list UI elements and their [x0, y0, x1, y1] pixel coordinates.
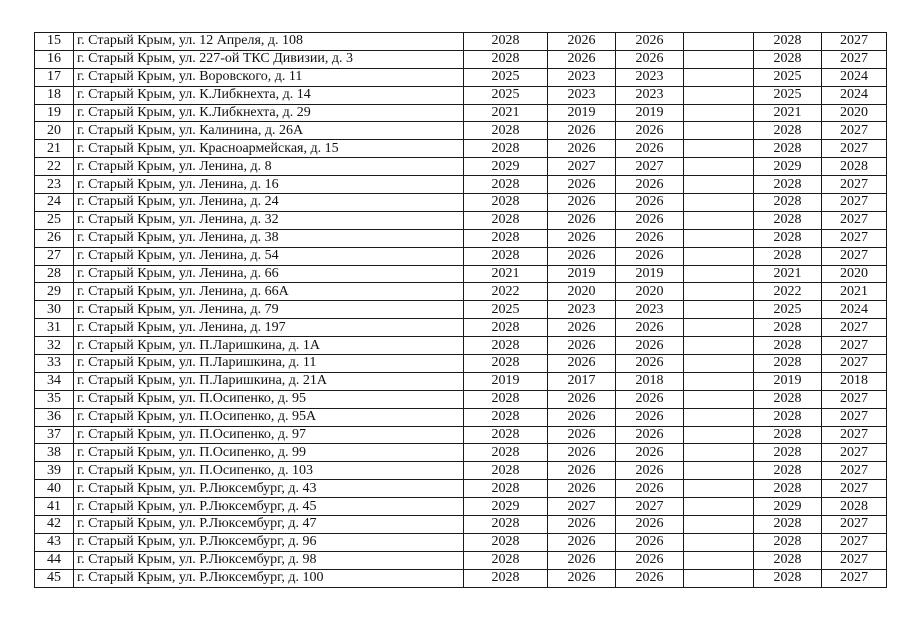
row-number-cell: 28 [35, 265, 74, 283]
year-col-5-cell: 2028 [754, 50, 822, 68]
year-col-5-cell: 2025 [754, 68, 822, 86]
year-col-2-cell: 2027 [548, 158, 616, 176]
year-col-2-cell: 2019 [548, 104, 616, 122]
address-cell: г. Старый Крым, ул. Ленина, д. 8 [74, 158, 464, 176]
year-col-6-cell: 2027 [822, 247, 887, 265]
year-col-3-cell: 2026 [616, 247, 684, 265]
address-cell: г. Старый Крым, ул. Ленина, д. 32 [74, 211, 464, 229]
year-col-6-cell: 2027 [822, 319, 887, 337]
row-number-cell: 33 [35, 355, 74, 373]
year-col-2-cell: 2026 [548, 355, 616, 373]
address-cell: г. Старый Крым, ул. Ленина, д. 24 [74, 194, 464, 212]
year-col-5-cell: 2021 [754, 104, 822, 122]
year-col-3-cell: 2026 [616, 462, 684, 480]
year-col-3-cell: 2023 [616, 68, 684, 86]
year-col-2-cell: 2023 [548, 68, 616, 86]
address-cell: г. Старый Крым, ул. Ленина, д. 66А [74, 283, 464, 301]
table-row [35, 337, 887, 355]
year-col-4-cell [684, 86, 754, 104]
table-row [35, 158, 887, 176]
year-col-1-cell: 2028 [464, 444, 548, 462]
row-number-cell: 31 [35, 319, 74, 337]
row-number-cell: 21 [35, 140, 74, 158]
year-col-5-cell: 2028 [754, 444, 822, 462]
row-number-cell: 25 [35, 211, 74, 229]
year-col-5-cell: 2028 [754, 319, 822, 337]
document-page [34, 32, 887, 588]
year-col-4-cell [684, 337, 754, 355]
year-col-2-cell: 2026 [548, 194, 616, 212]
year-col-3-cell: 2019 [616, 104, 684, 122]
year-col-1-cell: 2028 [464, 569, 548, 587]
table-row [35, 283, 887, 301]
address-cell: г. Старый Крым, ул. П.Осипенко, д. 99 [74, 444, 464, 462]
address-cell: г. Старый Крым, ул. П.Осипенко, д. 95А [74, 408, 464, 426]
year-col-4-cell [684, 516, 754, 534]
row-number-cell: 27 [35, 247, 74, 265]
year-col-5-cell: 2028 [754, 480, 822, 498]
year-col-2-cell: 2026 [548, 569, 616, 587]
table-row [35, 319, 887, 337]
year-col-4-cell [684, 408, 754, 426]
year-col-3-cell: 2019 [616, 265, 684, 283]
year-col-6-cell: 2027 [822, 533, 887, 551]
year-col-2-cell: 2026 [548, 247, 616, 265]
address-cell: г. Старый Крым, ул. Ленина, д. 16 [74, 176, 464, 194]
year-col-4-cell [684, 50, 754, 68]
year-col-3-cell: 2018 [616, 372, 684, 390]
year-col-5-cell: 2028 [754, 462, 822, 480]
table-row [35, 140, 887, 158]
year-col-1-cell: 2021 [464, 104, 548, 122]
year-col-5-cell: 2021 [754, 265, 822, 283]
table-row [35, 426, 887, 444]
year-col-6-cell: 2027 [822, 50, 887, 68]
buildings-schedule-table [34, 32, 887, 588]
year-col-6-cell: 2027 [822, 516, 887, 534]
year-col-3-cell: 2023 [616, 301, 684, 319]
year-col-1-cell: 2028 [464, 355, 548, 373]
year-col-3-cell: 2026 [616, 516, 684, 534]
row-number-cell: 17 [35, 68, 74, 86]
year-col-3-cell: 2026 [616, 390, 684, 408]
year-col-2-cell: 2023 [548, 301, 616, 319]
year-col-2-cell: 2027 [548, 498, 616, 516]
year-col-3-cell: 2027 [616, 498, 684, 516]
year-col-6-cell: 2020 [822, 104, 887, 122]
year-col-5-cell: 2028 [754, 247, 822, 265]
year-col-4-cell [684, 462, 754, 480]
year-col-6-cell: 2027 [822, 337, 887, 355]
row-number-cell: 35 [35, 390, 74, 408]
year-col-3-cell: 2026 [616, 444, 684, 462]
year-col-1-cell: 2022 [464, 283, 548, 301]
year-col-6-cell: 2021 [822, 283, 887, 301]
address-cell: г. Старый Крым, ул. Красноармейская, д. 15 [74, 140, 464, 158]
year-col-4-cell [684, 390, 754, 408]
year-col-2-cell: 2026 [548, 462, 616, 480]
row-number-cell: 15 [35, 33, 74, 51]
year-col-2-cell: 2026 [548, 122, 616, 140]
address-cell: г. Старый Крым, ул. П.Осипенко, д. 97 [74, 426, 464, 444]
year-col-4-cell [684, 211, 754, 229]
year-col-1-cell: 2025 [464, 86, 548, 104]
row-number-cell: 41 [35, 498, 74, 516]
year-col-1-cell: 2028 [464, 551, 548, 569]
year-col-1-cell: 2028 [464, 140, 548, 158]
row-number-cell: 43 [35, 533, 74, 551]
year-col-2-cell: 2026 [548, 444, 616, 462]
year-col-4-cell [684, 68, 754, 86]
year-col-6-cell: 2024 [822, 301, 887, 319]
year-col-3-cell: 2023 [616, 86, 684, 104]
year-col-5-cell: 2028 [754, 176, 822, 194]
year-col-5-cell: 2028 [754, 516, 822, 534]
year-col-3-cell: 2026 [616, 408, 684, 426]
year-col-5-cell: 2028 [754, 140, 822, 158]
address-cell: г. Старый Крым, ул. П.Ларишкина, д. 1А [74, 337, 464, 355]
year-col-6-cell: 2027 [822, 408, 887, 426]
table-row [35, 569, 887, 587]
address-cell: г. Старый Крым, ул. П.Ларишкина, д. 11 [74, 355, 464, 373]
table-row [35, 408, 887, 426]
table-row [35, 444, 887, 462]
year-col-1-cell: 2028 [464, 426, 548, 444]
year-col-5-cell: 2028 [754, 355, 822, 373]
year-col-2-cell: 2026 [548, 480, 616, 498]
year-col-6-cell: 2028 [822, 158, 887, 176]
year-col-4-cell [684, 283, 754, 301]
year-col-2-cell: 2026 [548, 176, 616, 194]
year-col-2-cell: 2023 [548, 86, 616, 104]
table-row [35, 229, 887, 247]
table-row [35, 480, 887, 498]
year-col-6-cell: 2027 [822, 194, 887, 212]
year-col-6-cell: 2027 [822, 229, 887, 247]
year-col-2-cell: 2026 [548, 337, 616, 355]
year-col-4-cell [684, 444, 754, 462]
year-col-2-cell: 2026 [548, 551, 616, 569]
year-col-6-cell: 2027 [822, 140, 887, 158]
year-col-2-cell: 2019 [548, 265, 616, 283]
table-row [35, 194, 887, 212]
year-col-4-cell [684, 551, 754, 569]
year-col-2-cell: 2026 [548, 140, 616, 158]
year-col-5-cell: 2022 [754, 283, 822, 301]
table-row [35, 301, 887, 319]
year-col-4-cell [684, 247, 754, 265]
address-cell: г. Старый Крым, ул. Калинина, д. 26А [74, 122, 464, 140]
year-col-1-cell: 2021 [464, 265, 548, 283]
table-row [35, 122, 887, 140]
year-col-3-cell: 2026 [616, 319, 684, 337]
row-number-cell: 29 [35, 283, 74, 301]
year-col-6-cell: 2020 [822, 265, 887, 283]
table-body [35, 33, 887, 588]
row-number-cell: 32 [35, 337, 74, 355]
address-cell: г. Старый Крым, ул. Воровского, д. 11 [74, 68, 464, 86]
address-cell: г. Старый Крым, ул. Р.Люксембург, д. 47 [74, 516, 464, 534]
table-row [35, 498, 887, 516]
year-col-1-cell: 2029 [464, 498, 548, 516]
address-cell: г. Старый Крым, ул. П.Осипенко, д. 103 [74, 462, 464, 480]
year-col-2-cell: 2026 [548, 533, 616, 551]
year-col-5-cell: 2019 [754, 372, 822, 390]
year-col-1-cell: 2028 [464, 194, 548, 212]
year-col-4-cell [684, 533, 754, 551]
year-col-5-cell: 2028 [754, 533, 822, 551]
year-col-1-cell: 2028 [464, 176, 548, 194]
year-col-4-cell [684, 372, 754, 390]
year-col-3-cell: 2026 [616, 140, 684, 158]
year-col-2-cell: 2026 [548, 33, 616, 51]
year-col-5-cell: 2028 [754, 194, 822, 212]
year-col-4-cell [684, 569, 754, 587]
row-number-cell: 30 [35, 301, 74, 319]
year-col-1-cell: 2028 [464, 533, 548, 551]
year-col-6-cell: 2027 [822, 426, 887, 444]
row-number-cell: 42 [35, 516, 74, 534]
year-col-6-cell: 2028 [822, 498, 887, 516]
year-col-3-cell: 2026 [616, 337, 684, 355]
year-col-1-cell: 2025 [464, 301, 548, 319]
row-number-cell: 34 [35, 372, 74, 390]
year-col-2-cell: 2026 [548, 229, 616, 247]
year-col-4-cell [684, 176, 754, 194]
year-col-6-cell: 2027 [822, 176, 887, 194]
year-col-6-cell: 2027 [822, 122, 887, 140]
year-col-4-cell [684, 301, 754, 319]
table-row [35, 516, 887, 534]
year-col-1-cell: 2028 [464, 50, 548, 68]
year-col-4-cell [684, 140, 754, 158]
year-col-6-cell: 2027 [822, 569, 887, 587]
row-number-cell: 26 [35, 229, 74, 247]
year-col-1-cell: 2028 [464, 247, 548, 265]
year-col-1-cell: 2028 [464, 211, 548, 229]
table-row [35, 355, 887, 373]
year-col-2-cell: 2026 [548, 211, 616, 229]
table-row [35, 50, 887, 68]
year-col-4-cell [684, 229, 754, 247]
address-cell: г. Старый Крым, ул. К.Либкнехта, д. 29 [74, 104, 464, 122]
year-col-6-cell: 2024 [822, 86, 887, 104]
address-cell: г. Старый Крым, ул. Р.Люксембург, д. 45 [74, 498, 464, 516]
year-col-4-cell [684, 104, 754, 122]
row-number-cell: 23 [35, 176, 74, 194]
year-col-5-cell: 2028 [754, 408, 822, 426]
table-row [35, 462, 887, 480]
year-col-3-cell: 2026 [616, 211, 684, 229]
year-col-2-cell: 2026 [548, 390, 616, 408]
year-col-5-cell: 2028 [754, 390, 822, 408]
year-col-4-cell [684, 122, 754, 140]
year-col-2-cell: 2026 [548, 319, 616, 337]
year-col-3-cell: 2026 [616, 122, 684, 140]
year-col-5-cell: 2028 [754, 211, 822, 229]
year-col-3-cell: 2027 [616, 158, 684, 176]
address-cell: г. Старый Крым, ул. Ленина, д. 197 [74, 319, 464, 337]
year-col-3-cell: 2026 [616, 355, 684, 373]
year-col-5-cell: 2025 [754, 301, 822, 319]
year-col-5-cell: 2028 [754, 569, 822, 587]
year-col-1-cell: 2028 [464, 337, 548, 355]
table-row [35, 211, 887, 229]
address-cell: г. Старый Крым, ул. Ленина, д. 54 [74, 247, 464, 265]
year-col-4-cell [684, 194, 754, 212]
table-row [35, 372, 887, 390]
row-number-cell: 37 [35, 426, 74, 444]
year-col-6-cell: 2027 [822, 444, 887, 462]
year-col-1-cell: 2028 [464, 122, 548, 140]
year-col-4-cell [684, 498, 754, 516]
year-col-2-cell: 2026 [548, 516, 616, 534]
address-cell: г. Старый Крым, ул. П.Ларишкина, д. 21А [74, 372, 464, 390]
year-col-1-cell: 2028 [464, 390, 548, 408]
table-row [35, 104, 887, 122]
year-col-1-cell: 2028 [464, 516, 548, 534]
year-col-1-cell: 2029 [464, 158, 548, 176]
year-col-2-cell: 2026 [548, 426, 616, 444]
address-cell: г. Старый Крым, ул. Ленина, д. 38 [74, 229, 464, 247]
year-col-1-cell: 2019 [464, 372, 548, 390]
year-col-5-cell: 2028 [754, 337, 822, 355]
year-col-3-cell: 2026 [616, 551, 684, 569]
table-row [35, 68, 887, 86]
year-col-6-cell: 2024 [822, 68, 887, 86]
address-cell: г. Старый Крым, ул. Р.Люксембург, д. 43 [74, 480, 464, 498]
year-col-5-cell: 2029 [754, 158, 822, 176]
year-col-4-cell [684, 265, 754, 283]
year-col-6-cell: 2027 [822, 462, 887, 480]
year-col-5-cell: 2028 [754, 122, 822, 140]
year-col-3-cell: 2026 [616, 194, 684, 212]
year-col-2-cell: 2026 [548, 50, 616, 68]
table-row [35, 390, 887, 408]
row-number-cell: 16 [35, 50, 74, 68]
row-number-cell: 36 [35, 408, 74, 426]
row-number-cell: 44 [35, 551, 74, 569]
year-col-2-cell: 2026 [548, 408, 616, 426]
address-cell: г. Старый Крым, ул. Р.Люксембург, д. 100 [74, 569, 464, 587]
table-row [35, 33, 887, 51]
row-number-cell: 22 [35, 158, 74, 176]
year-col-3-cell: 2026 [616, 533, 684, 551]
address-cell: г. Старый Крым, ул. 227-ой ТКС Дивизии, д. 3 [74, 50, 464, 68]
table-row [35, 265, 887, 283]
address-cell: г. Старый Крым, ул. 12 Апреля, д. 108 [74, 33, 464, 51]
year-col-6-cell: 2027 [822, 551, 887, 569]
table-row [35, 176, 887, 194]
address-cell: г. Старый Крым, ул. Р.Люксембург, д. 96 [74, 533, 464, 551]
row-number-cell: 40 [35, 480, 74, 498]
table-row [35, 551, 887, 569]
year-col-6-cell: 2027 [822, 355, 887, 373]
table-row [35, 533, 887, 551]
year-col-3-cell: 2026 [616, 569, 684, 587]
year-col-5-cell: 2028 [754, 33, 822, 51]
year-col-5-cell: 2025 [754, 86, 822, 104]
year-col-4-cell [684, 480, 754, 498]
address-cell: г. Старый Крым, ул. Ленина, д. 66 [74, 265, 464, 283]
address-cell: г. Старый Крым, ул. П.Осипенко, д. 95 [74, 390, 464, 408]
table-row [35, 86, 887, 104]
year-col-4-cell [684, 319, 754, 337]
table-row [35, 247, 887, 265]
address-cell: г. Старый Крым, ул. К.Либкнехта, д. 14 [74, 86, 464, 104]
year-col-5-cell: 2028 [754, 426, 822, 444]
year-col-1-cell: 2028 [464, 462, 548, 480]
year-col-1-cell: 2028 [464, 33, 548, 51]
year-col-3-cell: 2026 [616, 480, 684, 498]
year-col-2-cell: 2017 [548, 372, 616, 390]
year-col-1-cell: 2028 [464, 480, 548, 498]
row-number-cell: 18 [35, 86, 74, 104]
year-col-5-cell: 2029 [754, 498, 822, 516]
year-col-6-cell: 2027 [822, 33, 887, 51]
year-col-6-cell: 2027 [822, 390, 887, 408]
row-number-cell: 38 [35, 444, 74, 462]
year-col-3-cell: 2026 [616, 426, 684, 444]
year-col-1-cell: 2028 [464, 319, 548, 337]
row-number-cell: 24 [35, 194, 74, 212]
year-col-3-cell: 2026 [616, 176, 684, 194]
row-number-cell: 39 [35, 462, 74, 480]
year-col-5-cell: 2028 [754, 229, 822, 247]
address-cell: г. Старый Крым, ул. Р.Люксембург, д. 98 [74, 551, 464, 569]
row-number-cell: 19 [35, 104, 74, 122]
year-col-3-cell: 2026 [616, 229, 684, 247]
year-col-6-cell: 2027 [822, 480, 887, 498]
year-col-4-cell [684, 33, 754, 51]
year-col-3-cell: 2026 [616, 33, 684, 51]
year-col-3-cell: 2026 [616, 50, 684, 68]
year-col-2-cell: 2020 [548, 283, 616, 301]
year-col-4-cell [684, 158, 754, 176]
year-col-4-cell [684, 426, 754, 444]
year-col-6-cell: 2027 [822, 211, 887, 229]
year-col-4-cell [684, 355, 754, 373]
year-col-1-cell: 2028 [464, 408, 548, 426]
address-cell: г. Старый Крым, ул. Ленина, д. 79 [74, 301, 464, 319]
year-col-6-cell: 2018 [822, 372, 887, 390]
row-number-cell: 20 [35, 122, 74, 140]
row-number-cell: 45 [35, 569, 74, 587]
year-col-3-cell: 2020 [616, 283, 684, 301]
year-col-1-cell: 2025 [464, 68, 548, 86]
year-col-1-cell: 2028 [464, 229, 548, 247]
year-col-5-cell: 2028 [754, 551, 822, 569]
